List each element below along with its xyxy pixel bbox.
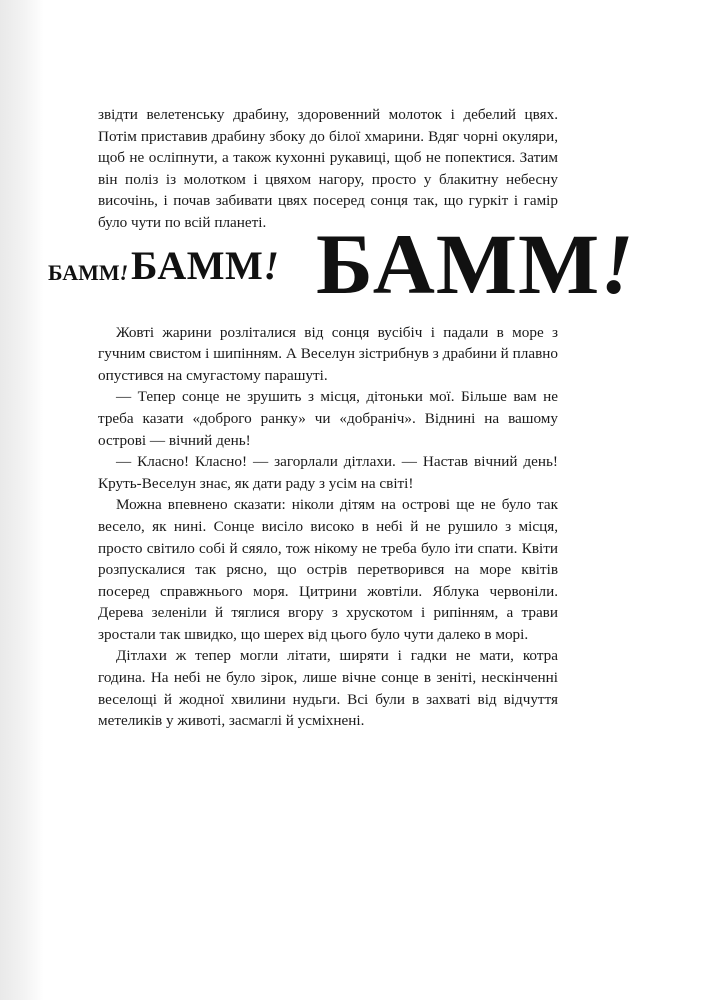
bamm-large-word: БАММ (316, 215, 601, 312)
bamm-medium-word: БАММ (131, 242, 264, 288)
bamm-sound-effect (48, 215, 635, 318)
bamm-small-bang: ! (119, 259, 129, 285)
bamm-medium-bang: ! (263, 242, 280, 288)
paragraph: Дітлахи ж тепер могли літати, ширяти і гадки не мати, котра година. На небі не було зірок, лише вічне сонце в зеніті, нескінченні веселощі й жодної хвилини нудьги. Всі були в захваті від відчуття метеликів у животі, засмаглі й усміхнені. (98, 647, 558, 730)
bamm-large (316, 214, 635, 314)
paragraph-top: звідти велетенську драбину, здоровенний молоток і дебелий цвях. Потім приставив драбину збоку до білої хмарини. Вдяг чорні окуляри, щоб не осліпнути, а також кухонні рукавиці, щоб не попектися. Затим він поліз із молотком і цвяхом нагору, просто у блакитну небесну височінь, і почав забивати цвях посеред сонця так, що гуркіт і гамір було чути по всій планеті. (98, 106, 558, 231)
paragraph: Можна впевнено сказати: ніколи дітям на острові ще не було так весело, як нині. Сонце висіло високо в небі й не рушило з місця, просто світило собі й сяяло, тож нікому не треба було іти спати. Квіти розпускалися так рясно, що острів перетворився на море квітів посеред справжнього моря. Цитрини жовтіли. Яблука червоніли. Дерева зеленіли й тяглися вгору з хрускотом і рипінням, а трави зростали так швидко, що шерех від цього було чути далеко в морі. (98, 496, 558, 643)
page-gutter-shadow (0, 0, 44, 1000)
paragraph: — Класно! Класно! — загорлали дітлахи. — Настав вічний день! Круть-Веселун знає, як дати раду з усім на світі! (98, 453, 558, 492)
paragraph: — Тепер сонце не зрушить з місця, дітоньки мої. Більше вам не треба казати «доброго ранку» чи «добраніч». Віднині на вашому острові — вічний день! (98, 388, 558, 449)
book-page (48, 104, 635, 732)
bamm-small-word: БАММ (48, 259, 120, 285)
paragraph: Жовті жарини розліталися від сонця вусібіч і падали в море з гучним свистом і шипінням. А Веселун зістрибнув з драбини й плавно опустився на смугастому парашуті. (98, 323, 558, 384)
body-text (98, 322, 558, 732)
bamm-large-bang: ! (600, 215, 635, 312)
bamm-small (48, 260, 128, 286)
bamm-medium (131, 242, 279, 289)
